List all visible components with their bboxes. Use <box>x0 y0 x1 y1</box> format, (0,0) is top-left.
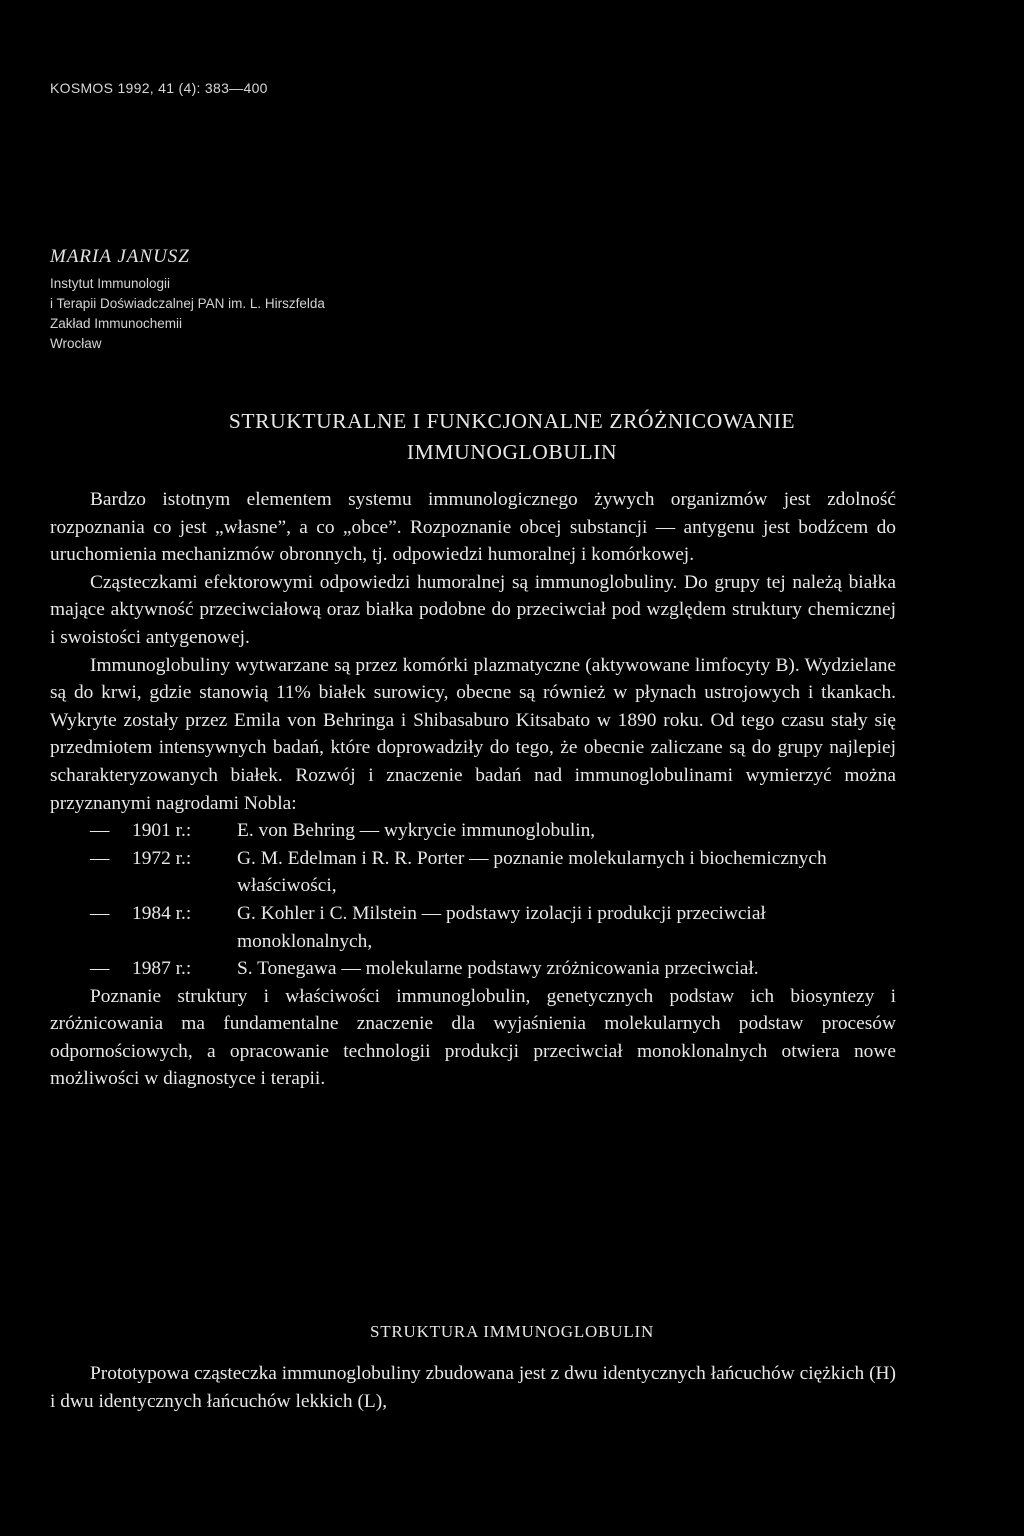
paragraph-structure: Prototypowa cząsteczka immunoglobuliny zbudowana jest z dwu identycznych łańcuchów ciężkich (H) i dwu identycznych łańcuchów lekkich (L), <box>50 1363 896 1412</box>
article-title <box>0 406 1024 468</box>
nobel-item <box>50 817 896 845</box>
affiliation-line: Zakład Immunochemii <box>50 316 183 331</box>
journal-reference: KOSMOS 1992, 41 (4): 383—400 <box>50 80 268 96</box>
nobel-dash: — <box>90 958 110 980</box>
nobel-dash: — <box>90 820 110 842</box>
nobel-desc: S. Tonegawa — molekularne podstawy zróżnicowania przeciwciał. <box>237 958 759 980</box>
nobel-dash: — <box>90 902 110 924</box>
nobel-desc: G. M. Edelman i R. R. Porter — poznanie molekularnych i biochemicznych właściwości, <box>237 847 827 897</box>
section-heading: STRUKTURA IMMUNOGLOBULIN <box>369 1322 655 1341</box>
article-title-line1: STRUKTURALNE I FUNKCJONALNE ZRÓŻNICOWANIE <box>228 409 796 433</box>
paragraph-history: Immunoglobuliny wytwarzane są przez komórki plazmatyczne (aktywowane limfocyty B). Wydzielane są do krwi, gdzie stanowią 11% białek surowicy, obecne są również w płynach ustrojowych i tkankach. Wykryte zostały przez Emila von Behringa i Shibasaburo Kitsabato w 1890 roku. Od tego czasu stały się przedmiotem intensywnych badań, które doprowadziły do tego, że obecnie zaliczane są do grupy najlepiej scharakteryzowanych białek. Rozwój i znaczenie badań nad immunoglobulinami wymierzyć można przyznanymi nagrodami Nobla: <box>50 654 896 814</box>
paragraph-significance: Poznanie struktury i właściwości immunoglobulin, genetycznych podstaw ich biosyntezy i zróżnicowania ma fundamentalne znaczenie dla wyjaśnienia molekularnych podstaw procesów odpornościowych, a opracowanie technologii produkcji przeciwciał monoklonalnych otwiera nowe możliwości w diagnostyce i terapii. <box>50 985 896 1090</box>
nobel-dash: — <box>90 847 110 869</box>
nobel-item <box>50 845 896 900</box>
paragraph-effector: Cząsteczkami efektorowymi odpowiedzi humoralnej są immunoglobuliny. Do grupy tej należą białka mające aktywność przeciwciałową oraz białka podobne do przeciwciał pod względem struktury chemicznej i swoistości antygenowej. <box>50 571 896 648</box>
affiliation-line: Instytut Immunologii <box>50 276 171 291</box>
nobel-year: 1901 r.: <box>132 820 192 842</box>
affiliation-line: i Terapii Doświadczalnej PAN im. L. Hirszfelda <box>50 296 325 311</box>
nobel-item <box>50 955 896 983</box>
nobel-desc: E. von Behring — wykrycie immunoglobulin, <box>237 820 596 842</box>
nobel-list <box>50 817 896 983</box>
nobel-item <box>50 900 896 955</box>
section-body <box>50 1360 896 1415</box>
affiliation-line: Wrocław <box>50 336 102 351</box>
article-title-line2: IMMUNOGLOBULIN <box>406 440 618 464</box>
nobel-desc: G. Kohler i C. Milstein — podstawy izolacji i produkcji przeciwciał monoklonalnych, <box>237 902 766 952</box>
nobel-year: 1987 r.: <box>132 958 192 980</box>
nobel-year: 1972 r.: <box>132 847 192 869</box>
article-body <box>50 486 896 1093</box>
author-name: MARIA JANUSZ <box>50 246 190 267</box>
paragraph-intro: Bardzo istotnym elementem systemu immunologicznego żywych organizmów jest zdolność rozpoznania co jest „własne”, a co „obce”. Rozpoznanie obcej substancji — antygenu jest bodźcem do uruchomienia mechanizmów obronnych, tj. odpowiedzi humoralnej i komórkowej. <box>50 489 896 566</box>
author-block <box>50 246 550 354</box>
nobel-year: 1984 r.: <box>132 902 192 924</box>
